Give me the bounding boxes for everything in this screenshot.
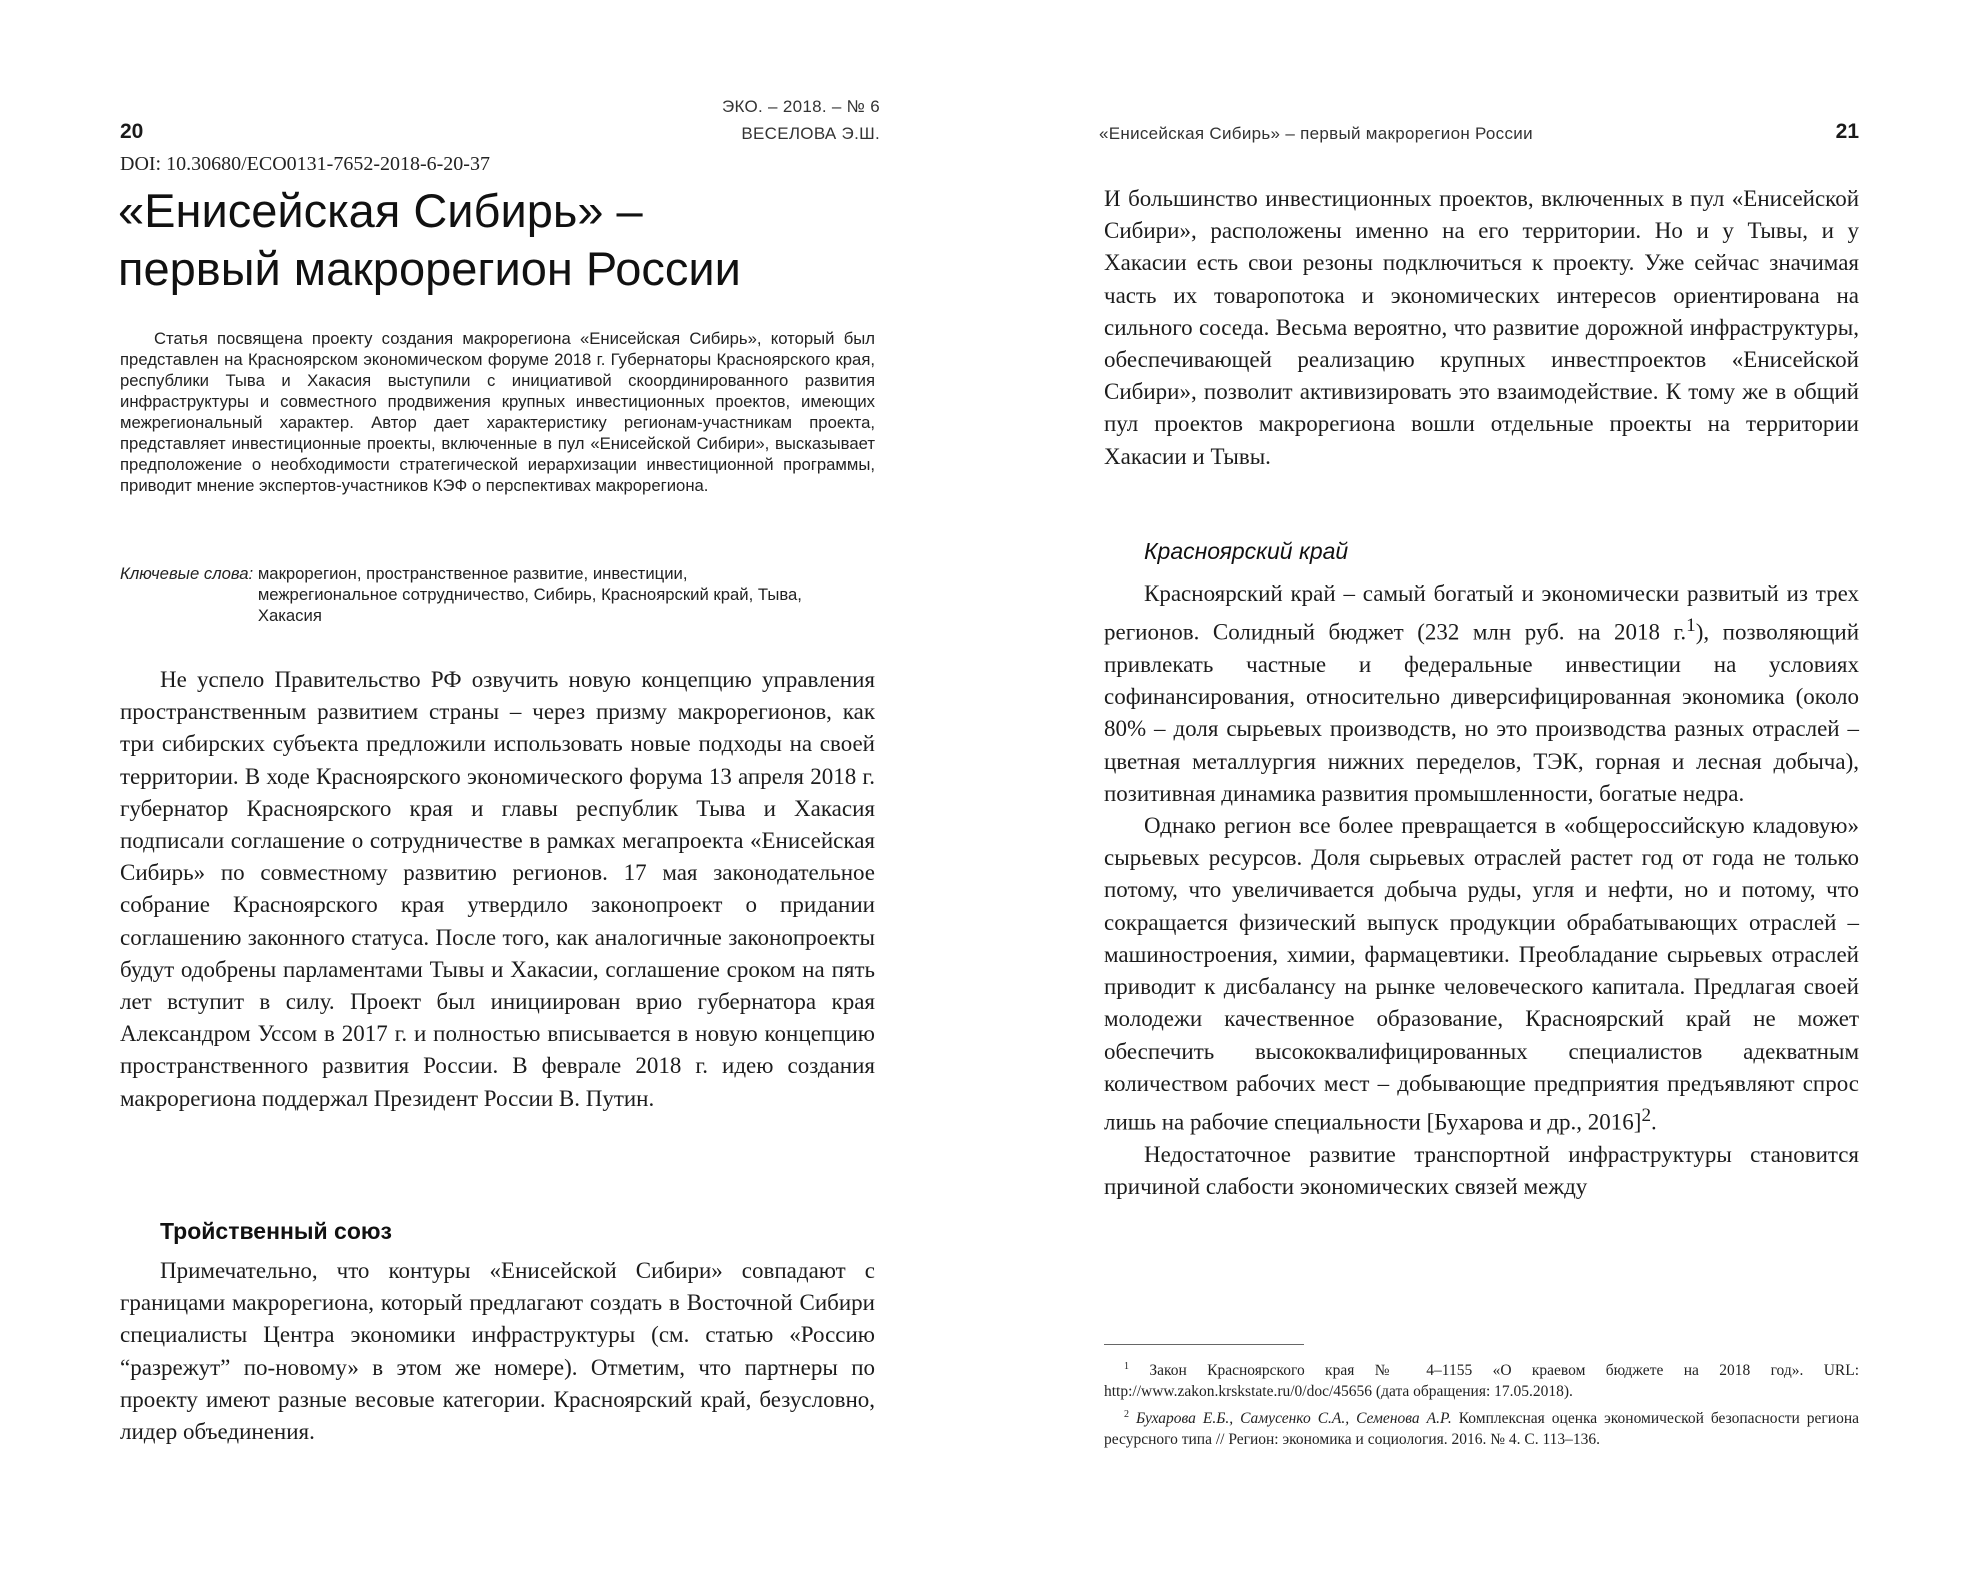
footnote-authors: Бухарова Е.Б., Самусенко С.А., Семенова А.Р. (1135, 1410, 1452, 1428)
body-text (1104, 578, 1859, 1203)
footnote (1104, 1356, 1859, 1402)
paragraph-part: Однако регион все более превращается в «общероссийскую кладовую» сырьевых ресурсов. Доля сырьевых отраслей растет год от года не только потому, что увеличивается добыча руды, угля и нефти, но и потому, что сокращается физический выпуск продукции обрабатывающих отраслей – машиностроения, химии, фармацевтики. Преобладание сырьевых отраслей приводит к дисбалансу на рынке человеческого капитала. Предлагая своей молодежи качественное образование, Красноярский край не может обеспечить высококвалифицированных специалистов адекватным количеством рабочих мест – добывающие предприятия предъявляют спрос лишь на рабочие специальности [Бухарова и др., 2016] (1104, 813, 1859, 1135)
footnotes (1104, 1356, 1859, 1452)
section-heading: Тройственный союз (160, 1218, 392, 1244)
abstract: Статья посвящена проекту создания макрорегиона «Енисейская Сибирь», который был представлен на Красноярском экономическом форуме 2018 г. Губернаторы Красноярского края, республики Тыва и Хакасия выступили с инициативой скоординированного развития инфраструктуры и совместного продвижения крупных инвестиционных проектов, имеющих межрегиональный характер. Автор дает характеристику регионам-участникам проекта, представляет инвестиционные проекты, включенные в пул «Енисейской Сибири», высказывает предположение о необходимости стратегической иерархизации инвестиционной программы, приводит мнение экспертов-участников КЭФ о перспективах макрорегиона. (120, 329, 875, 495)
paragraph-part: ), позволяющий привлекать частные и федеральные инвестиции на условиях софинансирования, относительно диверсифицированная экономика (около 80% – доля сырьевых производств, но это производства разных отраслей – цветная металлургия нижних переделов, ТЭК, горная и лесная добыча), позитивная динамика развития промышленности, богатые недра. (1104, 619, 1859, 806)
body-text (120, 1255, 875, 1448)
journal-header: ЭКО. – 2018. – № 6 (721, 97, 880, 116)
paragraph: И большинство инвестиционных проектов, включенных в пул «Енисейской Сибири», расположены именно на его территории. Но и у Тывы, и у Хакасии есть свои резоны подключиться к проекту. Уже сейчас значимая часть их товаропотока и экономических интересов ориентирована на сильного соседа. Весьма вероятно, что развитие дорожной инфраструктуры, обеспечивающей реализацию крупных инвестпроектов «Енисейской Сибири», позволит активизировать это взаимодействие. К тому же в общий пул проектов макрорегиона вошли отдельные проекты на территории Хакасии и Тывы. (1104, 186, 1859, 469)
paragraph-part: Красноярский край – самый богатый и экономически развитый из трех регионов. Солидный бюджет (232 млн руб. на 2018 г. (1104, 581, 1859, 645)
footnote-text: Закон Красноярского края № 4–1155 «О краевом бюджете на 2018 год». URL: http://www.zakon.krskstate.ru/0/doc/45656 (дата обращения: 17.05.2018). (1104, 1362, 1860, 1401)
section-heading: Красноярский край (1144, 538, 1349, 564)
keywords-list: макрорегион, пространственное развитие, инвестиции, межрегиональное сотрудничество, Сибирь, Красноярский край, Тыва, Хакасия (257, 564, 802, 625)
paragraph (1104, 810, 1859, 1139)
page-number: 20 (120, 120, 144, 143)
paragraph: Примечательно, что контуры «Енисейской Сибири» совпадают с границами макрорегиона, который предлагают создать в Восточной Сибири специалисты Центра экономики инфраструктуры (см. статью «Россию “разрежут” по-новому» в этом же номере). Отметим, что партнеры по проекту имеют разные весовые категории. Красноярский край, безусловно, лидер объединения. (120, 1258, 875, 1445)
body-text (1104, 183, 1859, 473)
footnote-ref[interactable]: 2 (1641, 1104, 1652, 1126)
running-title: «Енисейская Сибирь» – первый макрорегион России (1099, 124, 1533, 143)
page-number: 21 (1835, 120, 1859, 143)
footnote-divider (1104, 1344, 1304, 1345)
footnote-ref[interactable]: 1 (1686, 615, 1696, 637)
left-page (0, 0, 984, 1575)
footnote-number: 1 (1124, 1361, 1129, 1372)
footnote-text: Комплексная оценка экономической безопасности региона ресурсного типа // Регион: экономика и социология. 2016. № 4. С. 113–136. (1104, 1410, 1860, 1449)
paragraph-part: . (1651, 1109, 1657, 1135)
title-line-1: «Енисейская Сибирь» – (118, 184, 643, 237)
title-line-2: первый макрорегион России (118, 242, 741, 295)
footnote-number: 2 (1124, 1409, 1129, 1421)
footnote (1104, 1404, 1859, 1450)
paragraph (1104, 578, 1859, 810)
paragraph: Недостаточное развитие транспортной инфраструктуры становится причиной слабости экономических связей между (1104, 1141, 1859, 1199)
keywords (120, 563, 875, 626)
right-page (984, 0, 1969, 1575)
doi: DOI: 10.30680/ECO0131-7652-2018-6-20-37 (120, 153, 490, 175)
article-title (118, 182, 918, 298)
author-header: ВЕСЕЛОВА Э.Ш. (741, 124, 880, 143)
body-text (120, 664, 875, 1115)
paragraph: Не успело Правительство РФ озвучить новую концепцию управления пространственным развитием страны – через призму макрорегионов, как три сибирских субъекта предложили использовать новые подходы на своей территории. В ходе Красноярского экономического форума 13 апреля 2018 г. губернатор Красноярского края и главы республик Тыва и Хакасия подписали соглашение о сотрудничестве в рамках мегапроекта «Енисейская Сибирь» по совместному развитию регионов. 17 мая законодательное собрание Красноярского края утвердило законопроект о придании соглашению законного статуса. После того, как аналогичные законопроекты будут одобрены парламентами Тывы и Хакасии, соглашение сроком на пять лет вступит в силу. Проект был инициирован врио губернатора края Александром Уссом в 2017 г. и полностью вписывается в новую концепцию пространственного развития России. В феврале 2018 г. идею создания макрорегиона поддержал Президент России В. Путин. (120, 667, 875, 1111)
keywords-label: Ключевые слова: (120, 564, 254, 583)
